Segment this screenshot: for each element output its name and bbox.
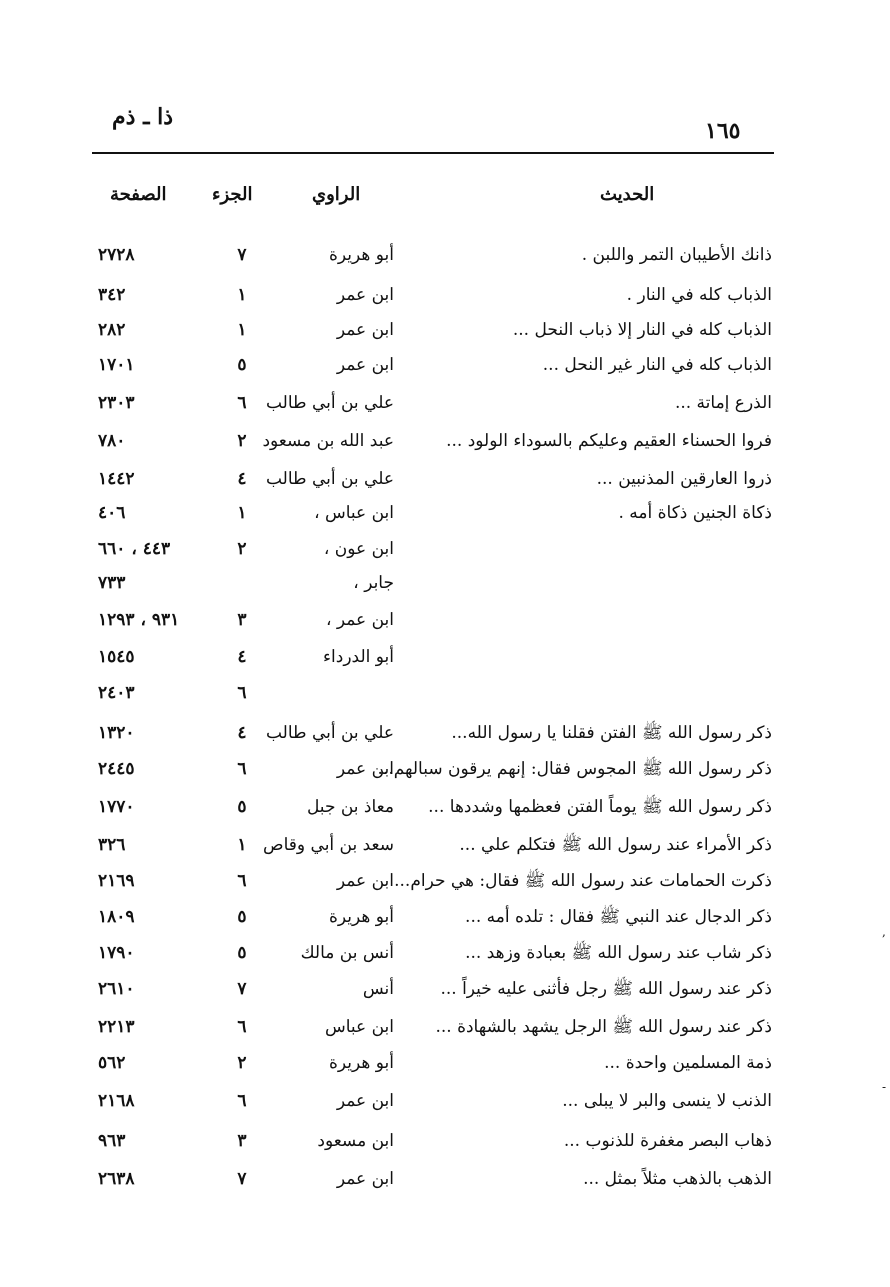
table-row [0, 609, 890, 645]
table-row [0, 1130, 890, 1166]
volume-number: ٦ [237, 1091, 247, 1111]
column-header-page: الصفحة [110, 184, 167, 205]
page-reference: ٢٦١٠ [98, 979, 135, 999]
volume-number: ٢ [237, 1053, 247, 1073]
volume-number: ٧ [237, 1169, 247, 1189]
page-reference: ١٤٤٢ [98, 469, 135, 489]
hadith-text: ذكر رسول الله ﷺ يوماً الفتن فعظمها وشددها ... [428, 797, 772, 817]
page-reference: ١٨٠٩ [98, 907, 135, 927]
narrator-name: ابن عباس ، [314, 503, 394, 523]
narrator-name: ابن عمر ، [325, 610, 394, 630]
page-reference: ١٧٧٠ [98, 797, 135, 817]
page-reference: ٤٤٣ ، ٦٦٠ [98, 539, 171, 559]
hadith-text: ذمة المسلمين واحدة ... [604, 1053, 772, 1073]
volume-number: ٤ [237, 647, 247, 667]
narrator-name: أبو هريرة [328, 1053, 394, 1073]
table-row [0, 646, 890, 682]
hadith-text: ذكر عند رسول الله ﷺ الرجل يشهد بالشهادة ... [435, 1017, 772, 1037]
hadith-text: الذهب بالذهب مثلاً بمثل ... [583, 1169, 772, 1189]
narrator-name: علي بن أبي طالب [265, 723, 394, 743]
volume-number: ٤ [237, 469, 247, 489]
volume-number: ٢ [237, 431, 247, 451]
table-row [0, 758, 890, 794]
hadith-text: ذكر رسول الله ﷺ المجوس فقال: إنهم يرقون سبالهم... [377, 759, 772, 779]
page-reference: ٢١٦٩ [98, 871, 135, 891]
narrator-name: أنس بن مالك [300, 943, 394, 963]
narrator-name: سعد بن أبي وقاص [263, 835, 394, 855]
hadith-text: ذانك الأطيبان التمر واللبن . [581, 245, 772, 265]
volume-number: ١ [237, 320, 247, 340]
page-reference: ٢٢١٣ [98, 1017, 135, 1037]
hadith-text: ذروا العارقين المذنبين ... [596, 469, 772, 489]
table-row [0, 572, 890, 608]
column-header-hadith: الحديث [600, 184, 655, 205]
table-row [0, 354, 890, 390]
page-reference: ٩٦٣ [98, 1131, 126, 1151]
volume-number: ٥ [237, 797, 247, 817]
volume-number: ١ [237, 285, 247, 305]
volume-number: ٦ [237, 683, 247, 703]
volume-number: ٦ [237, 871, 247, 891]
table-row [0, 942, 890, 978]
narrator-name: ابن عمر [336, 285, 394, 305]
narrator-name: ابن عمر [336, 320, 394, 340]
hadith-text: الذباب كله في النار . [626, 285, 772, 305]
volume-number: ٢ [237, 539, 247, 559]
volume-number: ٧ [237, 245, 247, 265]
volume-number: ٤ [237, 723, 247, 743]
hadith-text: ذكر عند رسول الله ﷺ رجل فأثنى عليه خيراً ... [440, 979, 772, 999]
volume-number: ١ [237, 835, 247, 855]
column-header-narrator: الراوي [312, 184, 361, 205]
volume-number: ٣ [237, 610, 247, 630]
hadith-text: ذكر شاب عند رسول الله ﷺ بعبادة وزهد ... [465, 943, 772, 963]
volume-number: ٦ [237, 393, 247, 413]
narrator-name: ابن مسعود [317, 1131, 394, 1151]
table-row [0, 834, 890, 870]
volume-number: ٦ [237, 1017, 247, 1037]
narrator-name: علي بن أبي طالب [265, 393, 394, 413]
page-reference: ٢٨٢ [98, 320, 126, 340]
hadith-text: الذرع إماتة ... [674, 393, 772, 413]
hadith-text: ذكرت الحمامات عند رسول الله ﷺ فقال: هي حرام... [394, 871, 772, 891]
hadith-text: ذهاب البصر مغفرة للذنوب ... [563, 1131, 772, 1151]
table-row [0, 978, 890, 1014]
narrator-name: ابن عمر [336, 759, 394, 779]
volume-number: ٧ [237, 979, 247, 999]
volume-number: ٦ [237, 759, 247, 779]
page-reference: ٢٧٢٨ [98, 245, 135, 265]
table-row [0, 430, 890, 466]
page-reference: ١٣٢٠ [98, 723, 135, 743]
narrator-name: ابن عمر [336, 871, 394, 891]
table-row [0, 392, 890, 428]
table-row [0, 906, 890, 942]
hadith-text: الذنب لا ينسى والبر لا يبلى ... [562, 1091, 772, 1111]
page-number: ١٦٥ [705, 118, 741, 144]
table-row [0, 284, 890, 320]
narrator-name: ابن عمر [336, 1169, 394, 1189]
column-header-part: الجزء [212, 184, 253, 205]
narrator-name: علي بن أبي طالب [265, 469, 394, 489]
section-letters-header: ذا ـ ذم [112, 104, 174, 130]
narrator-name: أبو الدرداء [323, 647, 394, 667]
table-row [0, 502, 890, 538]
narrator-name: ابن عون ، [323, 539, 394, 559]
page-reference: ٢٤٠٣ [98, 683, 135, 703]
page-reference: ٢٤٤٥ [98, 759, 135, 779]
page-reference: ٧٨٠ [98, 431, 126, 451]
narrator-name: أبو هريرة [328, 245, 394, 265]
hadith-text: الذباب كله في النار غير النحل ... [542, 355, 772, 375]
page-reference: ٤٠٦ [98, 503, 126, 523]
page-reference: ٧٣٣ [98, 573, 126, 593]
table-row [0, 244, 890, 280]
page-reference: ٣٢٦ [98, 835, 126, 855]
page-reference: ١٧٩٠ [98, 943, 135, 963]
page-reference: ١٥٤٥ [98, 647, 135, 667]
hadith-text: الذباب كله في النار إلا ذباب النحل ... [512, 320, 772, 340]
table-row [0, 682, 890, 718]
hadith-text: ذكر الدجال عند النبي ﷺ فقال : تلده أمه ... [465, 907, 772, 927]
narrator-name: عبد الله بن مسعود [262, 431, 394, 451]
volume-number: ٥ [237, 355, 247, 375]
hadith-text: ذكر رسول الله ﷺ الفتن فقلنا يا رسول الله... [451, 723, 772, 743]
narrator-name: معاذ بن جبل [306, 797, 394, 817]
table-row [0, 1016, 890, 1052]
page-reference: ١٧٠١ [98, 355, 135, 375]
page-reference: ٢٣٠٣ [98, 393, 135, 413]
margin-mark: , [882, 925, 886, 939]
page-reference: ٩٣١ ، ١٢٩٣ [98, 610, 180, 630]
page-reference: ٥٦٢ [98, 1053, 126, 1073]
page-reference: ٣٤٢ [98, 285, 126, 305]
table-row [0, 1052, 890, 1088]
table-row [0, 722, 890, 758]
narrator-name: أنس [362, 979, 394, 999]
page-reference: ٢٦٣٨ [98, 1169, 135, 1189]
narrator-name: ابن عباس [324, 1017, 394, 1037]
volume-number: ٥ [237, 943, 247, 963]
table-row [0, 538, 890, 574]
table-row [0, 870, 890, 906]
narrator-name: ابن عمر [336, 355, 394, 375]
hadith-text: ذكاة الجنين ذكاة أمه . [618, 503, 772, 523]
hadith-text: ذكر الأمراء عند رسول الله ﷺ فتكلم علي ... [459, 835, 772, 855]
table-row [0, 319, 890, 355]
margin-mark: - [882, 1080, 887, 1094]
narrator-name: جابر ، [353, 573, 394, 593]
narrator-name: أبو هريرة [328, 907, 394, 927]
page-reference: ٢١٦٨ [98, 1091, 135, 1111]
volume-number: ٥ [237, 907, 247, 927]
table-row [0, 468, 890, 504]
narrator-name: ابن عمر [336, 1091, 394, 1111]
table-row [0, 796, 890, 832]
table-row [0, 1168, 890, 1204]
hadith-text: فروا الحسناء العقيم وعليكم بالسوداء الولود ... [446, 431, 772, 451]
table-row [0, 1090, 890, 1126]
volume-number: ١ [237, 503, 247, 523]
volume-number: ٣ [237, 1131, 247, 1151]
